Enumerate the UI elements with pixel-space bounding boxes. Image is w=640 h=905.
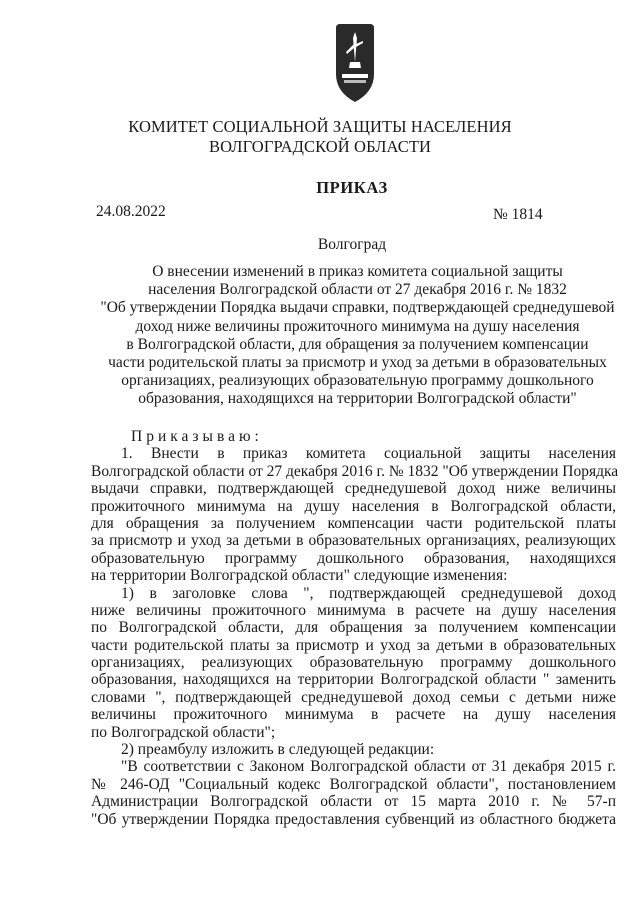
body-line: для обращения за получением компенсации части родительской платы xyxy=(91,514,616,532)
document-subject xyxy=(95,263,620,409)
body-line: образовательную программу дошкольного образования, находящихся xyxy=(91,549,616,567)
organization-name xyxy=(0,117,640,157)
body-line: выдачи справки, подтверждающей среднедушевой доход ниже величины xyxy=(91,480,616,498)
subject-line: организациях, реализующих образовательную программу дошкольного xyxy=(121,372,594,390)
body-line: организациях, реализующих образовательную программу дошкольного xyxy=(91,654,616,672)
body-line: образования, находящихся на территории Волгоградской области " заменить xyxy=(91,671,616,689)
document-date: 24.08.2022 xyxy=(96,203,166,220)
subject-line: образования, находящихся на территории Волгоградской области" xyxy=(138,390,577,408)
subject-line: части родительской платы за присмотр и уход за детьми в образовательных xyxy=(108,354,607,372)
document-type: ПРИКАЗ xyxy=(316,178,388,197)
body-line: "Об утверждении Порядка предоставления субвенций из областного бюджета xyxy=(91,810,616,828)
document-city: Волгоград xyxy=(317,236,387,253)
body-line: ниже величины прожиточного минимума в расчете на душу населения xyxy=(91,601,616,619)
coat-of-arms-emblem xyxy=(334,22,376,104)
body-line: словами ", подтверждающей среднедушевой доход семьи с детьми ниже xyxy=(91,688,616,706)
body-line: 1) в заголовке слова ", подтверждающей среднедушевой доход xyxy=(121,584,616,602)
body-line: № 246-ОД "Социальный кодекс Волгоградской области", постановлением xyxy=(91,775,616,793)
organization-line-2: ВОЛГОГРАДСКОЙ ОБЛАСТИ xyxy=(208,137,432,156)
body-line: по Волгоградской области, для обращения за получением компенсации xyxy=(91,619,616,637)
body-line: прожиточного минимума на душу населения в Волгоградской области, xyxy=(91,497,616,515)
body-line: 1. Внести в приказ комитета социальной защиты населения xyxy=(121,445,616,463)
organization-line-1: КОМИТЕТ СОЦИАЛЬНОЙ ЗАЩИТЫ НАСЕЛЕНИЯ xyxy=(128,117,512,136)
body-line: "В соответствии с Законом Волгоградской области от 31 декабря 2015 г. xyxy=(121,758,616,776)
body-line: на территории Волгоградской области" следующие изменения: xyxy=(91,567,508,585)
subject-line: доход ниже величины прожиточного минимума на душу населения xyxy=(135,317,580,335)
body-line: Администрации Волгоградской области от 15 марта 2010 г. № 57-п xyxy=(91,793,616,811)
order-word xyxy=(91,428,616,445)
subject-line: населения Волгоградской области от 27 декабря 2016 г. № 1832 xyxy=(148,281,567,299)
subject-line: в Волгоградской области, для обращения за получением компенсации xyxy=(126,335,589,353)
body-line: по Волгоградской области"; xyxy=(91,723,276,741)
order-word-text: Приказываю: xyxy=(131,428,263,445)
subject-line: О внесении изменений в приказ комитета социальной защиты xyxy=(152,263,563,280)
subject-line: "Об утверждении Порядка выдачи справки, подтверждающей среднедушевой xyxy=(100,299,615,317)
document-body xyxy=(91,428,619,828)
body-line: 2) преамбулу изложить в следующей редакции: xyxy=(121,741,435,759)
body-line: Волгоградской области от 27 декабря 2016 г. № 1832 "Об утверждении Порядка xyxy=(91,462,619,480)
document-number: № 1814 xyxy=(493,206,543,223)
body-line: за присмотр и уход за детьми в образовательных организациях, реализующих xyxy=(91,532,616,550)
body-line: части родительской платы за присмотр и уход за детьми в образовательных xyxy=(91,636,616,654)
body-line: величины прожиточного минимума в расчете на душу населения xyxy=(91,706,616,724)
